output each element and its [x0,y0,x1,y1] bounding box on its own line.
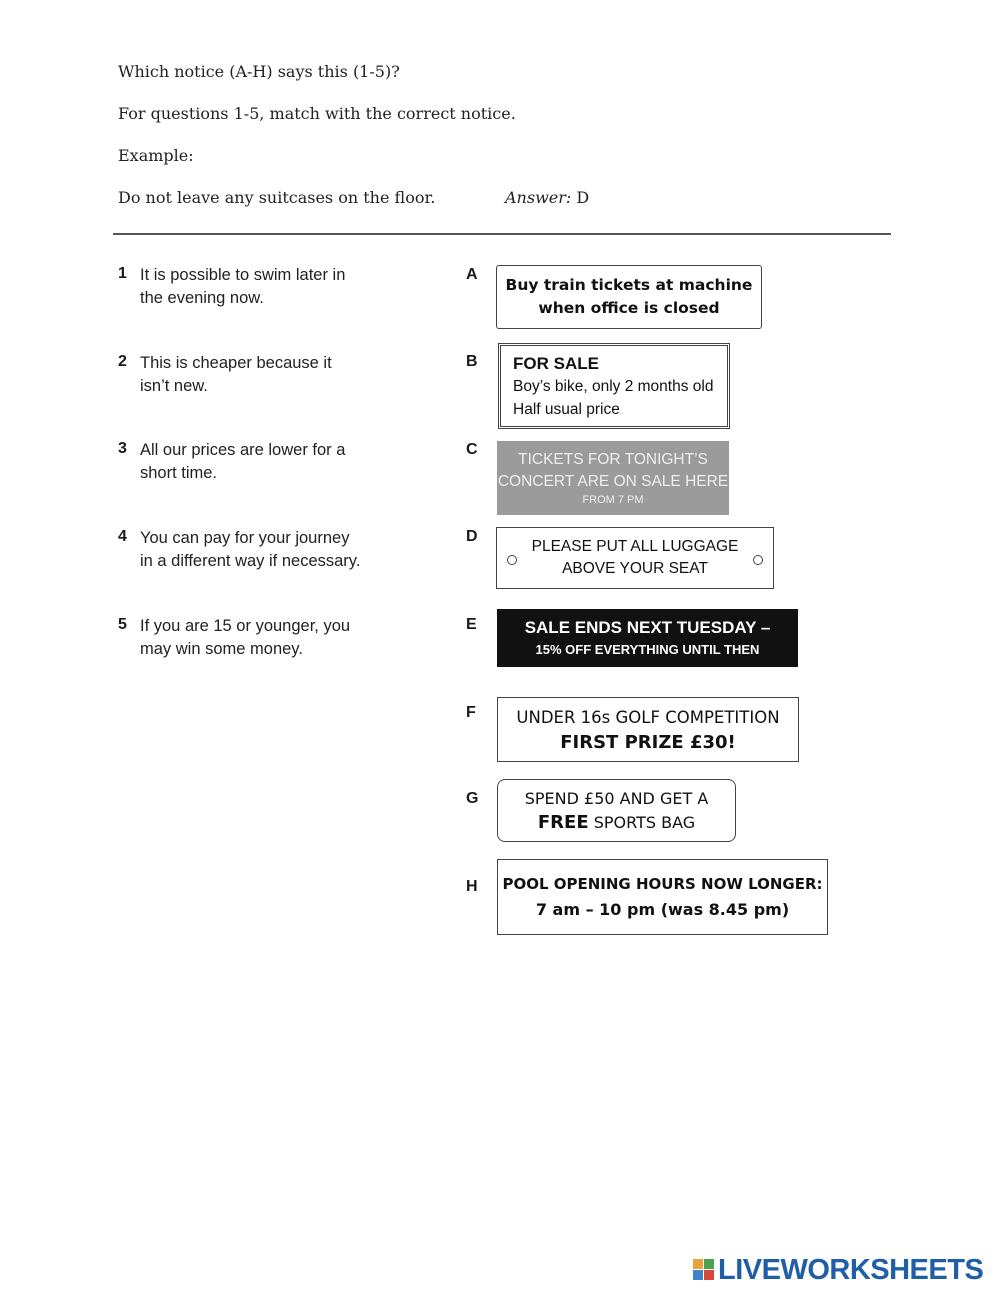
notice-letter-f: F [466,704,476,721]
instruction-line-2: For questions 1-5, match with the correct notice. [118,104,516,123]
notice-e-line-2: 15% OFF EVERYTHING UNTIL THEN [535,642,760,657]
notice-g-line-2-rest: SPORTS BAG [593,812,696,832]
question-number: 5 [118,616,127,633]
notice-a-line-1: Buy train tickets at machine [505,276,753,294]
notice-letter-c: C [466,441,478,458]
divider-rule [113,233,891,235]
notice-e [497,609,798,667]
notice-h-line-2: 7 am – 10 pm (was 8.45 pm) [535,900,790,919]
notice-c-line-1: TICKETS FOR TONIGHT’S [518,451,708,468]
notice-h-line-1: POOL OPENING HOURS NOW LONGER: [502,875,823,893]
notice-c-line-3: FROM 7 PM [582,494,644,506]
question-number: 3 [118,440,127,457]
question-text-line-2: isn’t new. [140,377,208,395]
notice-c-line-2: CONCERT ARE ON SALE HERE [497,473,729,490]
notice-d-line-2: ABOVE YOUR SEAT [562,560,708,577]
notice-f-line-2: FIRST PRIZE £30! [560,731,736,753]
notice-d-line-1: PLEASE PUT ALL LUGGAGE [531,538,739,555]
screw-icon [753,555,763,565]
notice-b-heading: FOR SALE [513,353,599,373]
question-text-line-1: You can pay for your journey [140,529,350,547]
notice-e-line-1: SALE ENDS NEXT TUESDAY – [524,618,771,637]
notice-g-line-1: SPEND £50 AND GET A [524,788,709,808]
brand-name: LIVEWORKSHEETS [718,1253,984,1286]
notice-g-line-2 [538,811,695,835]
question-number: 2 [118,353,127,370]
question-number: 4 [118,528,127,545]
notice-g-free: FREE [537,811,589,833]
question-number: 1 [118,265,127,282]
instruction-line-1: Which notice (A-H) says this (1-5)? [118,62,400,81]
liveworksheets-logo [693,1255,983,1285]
answer-label: Answer: [505,188,572,207]
question-text-line-2: may win some money. [140,640,303,658]
notice-g [497,779,736,842]
notice-c [497,441,729,515]
question-text-line-2: the evening now. [140,289,264,307]
notice-f [497,697,799,762]
notice-a-line-2: when office is closed [538,299,720,317]
notice-letter-h: H [466,878,478,895]
notice-letter-e: E [466,616,477,633]
notice-letter-a: A [466,266,478,283]
notice-a [496,265,762,329]
example-answer [505,188,589,207]
question-text-line-1: All our prices are lower for a [140,441,346,459]
answer-value: D [576,188,590,207]
notice-d [496,527,774,589]
notice-letter-d: D [466,528,478,545]
screw-icon [507,555,517,565]
notice-f-line-1: UNDER 16s GOLF COMPETITION [516,707,780,727]
question-text-line-1: It is possible to swim later in [140,266,346,284]
question-text-line-2: short time. [140,464,218,482]
logo-mark-icon [693,1259,715,1281]
example-label: Example: [118,146,194,165]
question-text-line-2: in a different way if necessary. [140,552,361,570]
example-sentence: Do not leave any suitcases on the floor. [118,188,436,207]
notice-letter-g: G [466,790,479,807]
question-text-line-1: This is cheaper because it [140,354,332,372]
notice-b [498,343,730,429]
notice-b-line-3: Half usual price [513,400,620,418]
question-text-line-1: If you are 15 or younger, you [140,617,351,635]
notice-letter-b: B [466,353,478,370]
notice-b-line-2: Boy’s bike, only 2 months old [513,377,714,395]
notice-h [497,859,828,935]
